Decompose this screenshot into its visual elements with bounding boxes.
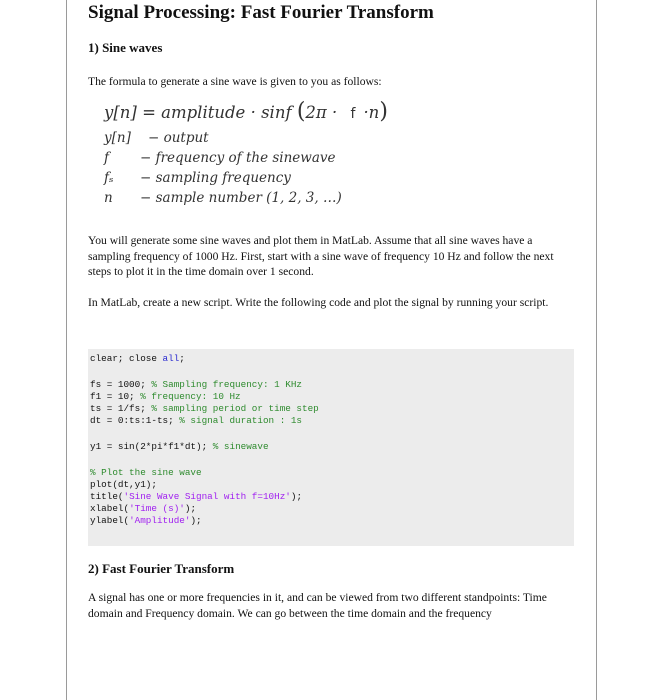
code-line-title: title('Sine Wave Signal with f=10Hz'); bbox=[90, 491, 303, 502]
definition-text: − sample number (1, 2, 3, …) bbox=[140, 190, 342, 206]
code-line-dt: dt = 0:ts:1-ts; % signal duration : 1s bbox=[90, 415, 303, 426]
formula-lhs: y[n] = amplitude bbox=[104, 103, 246, 122]
definition-output bbox=[104, 130, 404, 150]
formula-open-paren: ( bbox=[296, 99, 306, 124]
section-heading-sine-waves: 1) Sine waves bbox=[88, 40, 163, 55]
formula-dot-2: · bbox=[332, 103, 338, 122]
formula-two-pi: 2π bbox=[305, 103, 327, 122]
definition-sampling-frequency bbox=[104, 170, 404, 190]
intro-text: The formula to generate a sine wave is given to you as follows: bbox=[88, 75, 382, 88]
instructions-paragraph: You will generate some sine waves and plot them in MatLab. Assume that all sine waves have a sampling frequency of 1000 Hz. First, start with a sine wave of frequency 10 Hz and follow the next steps to plot it in the time domain over 1 second. bbox=[88, 234, 554, 278]
definition-symbol: n bbox=[104, 190, 113, 206]
code-line-ts: ts = 1/fs; % sampling period or time step bbox=[90, 403, 319, 414]
fft-paragraph: A signal has one or more frequencies in it, and can be viewed from two different standpoints: Time domain and Frequency domain. We can go between the time domain and the frequency bbox=[88, 591, 547, 620]
section-heading-fft: 2) Fast Fourier Transform bbox=[88, 561, 235, 576]
page-title: Signal Processing: Fast Fourier Transform bbox=[88, 2, 434, 23]
formula-fn: sinf bbox=[261, 103, 292, 122]
definition-frequency bbox=[104, 150, 404, 170]
code-line-fs: fs = 1000; % Sampling frequency: 1 KHz bbox=[90, 379, 303, 390]
code-line-y1: y1 = sin(2*pi*f1*dt); % sinewave bbox=[90, 441, 269, 452]
code-line-clear: clear; close all; bbox=[90, 353, 185, 364]
definition-symbol: fₛ bbox=[104, 170, 114, 186]
formula-close-paren: ) bbox=[379, 99, 388, 124]
code-line-plot: plot(dt,y1); bbox=[90, 479, 157, 490]
definition-symbol: y[n] bbox=[104, 130, 131, 146]
page-border-left bbox=[66, 0, 67, 700]
definition-text: − frequency of the sinewave bbox=[140, 150, 336, 166]
definition-text: − sampling frequency bbox=[140, 170, 291, 186]
code-line-comment-plot: % Plot the sine wave bbox=[90, 467, 202, 478]
formula-n: ·n bbox=[363, 103, 380, 122]
formula-f: f bbox=[350, 106, 356, 122]
code-line-xlabel: xlabel('Time (s)'); bbox=[90, 503, 197, 514]
code-line-ylabel: ylabel('Amplitude'); bbox=[90, 515, 202, 526]
sine-formula bbox=[104, 99, 388, 124]
formula-dot: · bbox=[250, 103, 256, 122]
matlab-instructions: In MatLab, create a new script. Write the following code and plot the signal by running your script. bbox=[88, 296, 549, 309]
definition-symbol: f bbox=[104, 150, 109, 166]
definition-sample-number bbox=[104, 190, 404, 210]
code-line-f1: f1 = 10; % frequency: 10 Hz bbox=[90, 391, 241, 402]
page-border-right bbox=[596, 0, 597, 700]
definition-text: − output bbox=[148, 130, 209, 146]
